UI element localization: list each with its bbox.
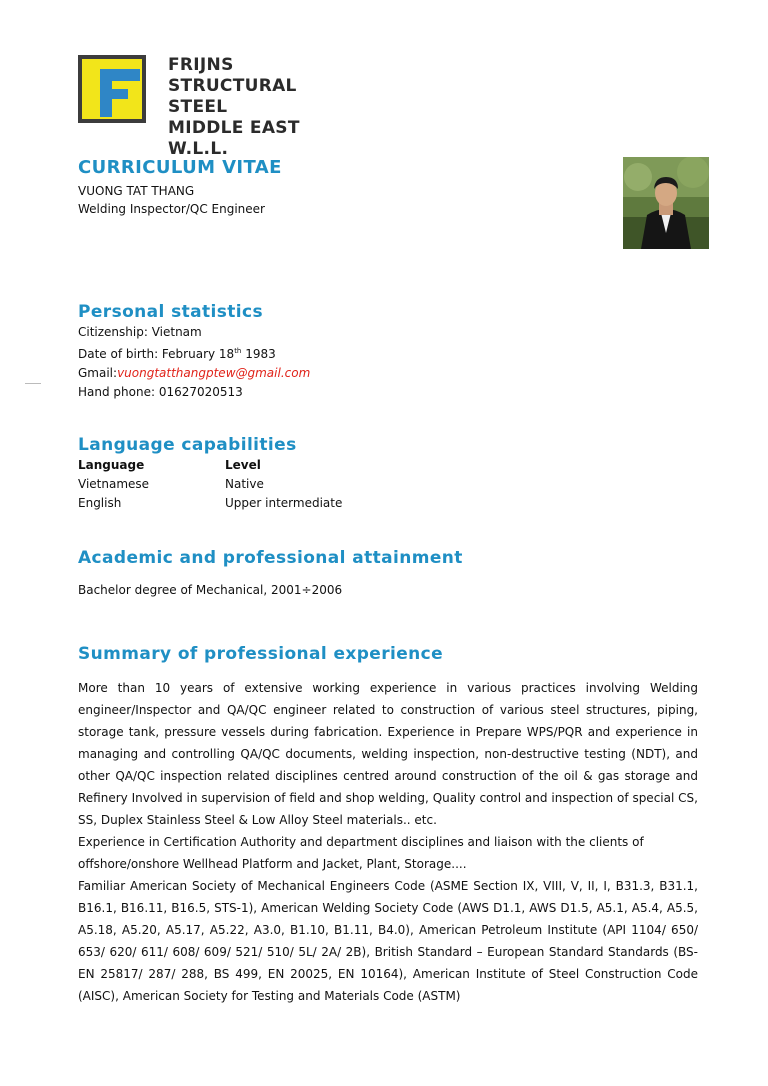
level-col-header: Level bbox=[225, 458, 261, 472]
gmail bbox=[78, 364, 310, 383]
margin-mark bbox=[25, 383, 41, 384]
gmail-link[interactable]: vuongtatthangptew@gmail.com bbox=[117, 366, 311, 380]
table-row bbox=[78, 494, 478, 513]
language-table-header bbox=[78, 456, 478, 475]
logo-mark-icon bbox=[78, 55, 146, 123]
level-cell: Upper intermediate bbox=[225, 496, 343, 510]
dob-sup: th bbox=[234, 347, 242, 355]
academic-heading: Academic and professional attainment bbox=[78, 548, 463, 568]
logo-line-1: FRIJNS bbox=[168, 55, 234, 75]
summary-heading: Summary of professional experience bbox=[78, 644, 444, 664]
table-row bbox=[78, 475, 478, 494]
hand-phone: Hand phone: 01627020513 bbox=[78, 385, 243, 399]
citizenship: Citizenship: Vietnam bbox=[78, 325, 202, 339]
personal-block bbox=[78, 323, 310, 402]
dob-suffix: 1983 bbox=[241, 347, 276, 361]
language-col-header: Language bbox=[78, 458, 145, 472]
dob-prefix: Date of birth: February 18 bbox=[78, 347, 235, 361]
summary-paragraph-2: Experience in Certification Authority and department disciplines and liaison with the clients of offshore/onshore Wellhead Platform and Jacket, Plant, Storage.... bbox=[78, 835, 644, 871]
level-cell: Native bbox=[225, 477, 264, 491]
logo-line-2: STRUCTURAL STEEL bbox=[168, 76, 297, 117]
date-of-birth bbox=[78, 342, 310, 364]
gmail-label: Gmail: bbox=[78, 366, 118, 380]
language-table bbox=[78, 456, 478, 513]
summary-paragraph-3: Familiar American Society of Mechanical Engineers Code (ASME Section IX, VIII, V, II, I, B31.3, B31.1, B16.1, B16.11, B16.5, STS-1), American Welding Society Code (AWS D1.1, AWS D1.5, A5.1, A5.4, A5.5, A5.18, A5.20, A5.17, A5.22, A3.0, B1.10, B1.11, B4.0), American Petroleum Institute (API 1104/ 650/ 653/ 620/ 611/ 608/ 609/ 521/ 510/ 5L/ 2A/ 2B), British Standard – European Standard Standards (BS-EN 25817/ 287/ 288, BS 499, EN 20025, EN 10164), American Institute of Steel Construction Code (AISC), American Society for Testing and Materials Code (ASTM) bbox=[78, 879, 698, 1003]
candidate-name: VUONG TAT THANG bbox=[78, 184, 195, 198]
personal-heading: Personal statistics bbox=[78, 302, 264, 322]
summary-paragraph-1: More than 10 years of extensive working experience in various practices involving Welding engineer/Inspector and QA/QC engineer related to construction of various steel structures, piping, storage tank, pressure vessels during fabrication. Experience in Prepare WPS/PQR and experience in managing and controlling QA/QC documents, welding inspection, non-destructive testing (NDT), and other QA/QC inspection related disciplines centred around construction of the oil & gas storage and Refinery Involved in supervision of field and shop welding, Quality control and inspection of special CS, SS, Duplex Stainless Steel & Low Alloy Steel materials.. etc. bbox=[78, 681, 698, 827]
summary-body bbox=[78, 677, 698, 1007]
profile-photo bbox=[623, 157, 709, 249]
candidate-position: Welding Inspector/QC Engineer bbox=[78, 202, 265, 216]
language-heading: Language capabilities bbox=[78, 435, 297, 455]
language-cell: Vietnamese bbox=[78, 477, 150, 491]
logo-line-3: MIDDLE EAST W.L.L. bbox=[168, 118, 300, 159]
language-cell: English bbox=[78, 496, 122, 510]
logo-text bbox=[168, 55, 340, 160]
company-logo bbox=[78, 55, 340, 159]
academic-text: Bachelor degree of Mechanical, 2001÷2006 bbox=[78, 583, 343, 597]
cv-title: CURRICULUM VITAE bbox=[78, 157, 282, 178]
